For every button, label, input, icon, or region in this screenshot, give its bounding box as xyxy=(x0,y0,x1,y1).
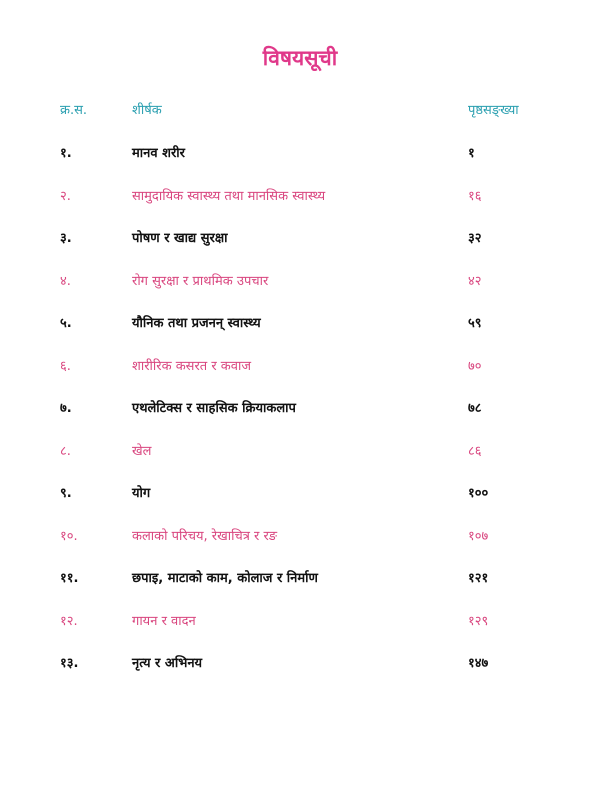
toc-page-number: १०७ xyxy=(468,529,489,544)
toc-row[interactable] xyxy=(0,312,600,336)
toc-serial-number: १. xyxy=(60,146,72,161)
toc-row[interactable] xyxy=(0,525,600,549)
toc-serial-number: ४. xyxy=(60,274,71,289)
toc-chapter-title: गायन र वादन xyxy=(132,614,196,629)
toc-row[interactable] xyxy=(0,652,600,676)
toc-page-number: १२९ xyxy=(468,614,489,629)
toc-chapter-title: नृत्य र अभिनय xyxy=(132,656,203,671)
toc-page-number: १६ xyxy=(468,189,482,204)
toc-serial-number: ९. xyxy=(60,486,72,501)
toc-chapter-title: एथलेटिक्स र साहसिक क्रियाकलाप xyxy=(132,401,296,416)
toc-chapter-title: पोषण र खाद्य सुरक्षा xyxy=(132,231,228,246)
toc-serial-number: १२. xyxy=(60,614,78,629)
toc-chapter-title: सामुदायिक स्वास्थ्य तथा मानसिक स्वास्थ्य xyxy=(132,189,326,204)
toc-page-number: १०० xyxy=(468,486,489,501)
toc-row[interactable] xyxy=(0,610,600,634)
toc-page-number: ८६ xyxy=(468,444,482,459)
toc-serial-number: १०. xyxy=(60,529,78,544)
header-title: शीर्षक xyxy=(132,103,162,118)
toc-row[interactable] xyxy=(0,397,600,421)
toc-chapter-title: शारीरिक कसरत र कवाज xyxy=(132,359,251,374)
toc-chapter-title: मानव शरीर xyxy=(132,146,185,161)
toc-chapter-title: खेल xyxy=(132,444,152,459)
toc-row[interactable] xyxy=(0,440,600,464)
toc-page-number: ७० xyxy=(468,359,482,374)
toc-page-number: ७८ xyxy=(468,401,482,416)
toc-row[interactable] xyxy=(0,142,600,166)
header-serial-number: क्र.स. xyxy=(60,103,88,118)
toc-row[interactable] xyxy=(0,482,600,506)
toc-header-row xyxy=(0,100,600,122)
toc-chapter-title: कलाको परिचय, रेखाचित्र र रङ xyxy=(132,529,278,544)
toc-serial-number: ५. xyxy=(60,316,72,331)
toc-chapter-title: योग xyxy=(132,486,151,501)
toc-page-number: १ xyxy=(468,146,475,161)
toc-page-number: ४२ xyxy=(468,274,482,289)
toc-serial-number: २. xyxy=(60,189,71,204)
toc-serial-number: ३. xyxy=(60,231,72,246)
toc-chapter-title: यौनिक तथा प्रजनन् स्वास्थ्य xyxy=(132,316,261,331)
toc-row[interactable] xyxy=(0,567,600,591)
toc-chapter-title: रोग सुरक्षा र प्राथमिक उपचार xyxy=(132,274,269,289)
toc-row[interactable] xyxy=(0,185,600,209)
toc-page-number: ३२ xyxy=(468,231,482,246)
toc-page-number: १४७ xyxy=(468,656,489,671)
toc-row[interactable] xyxy=(0,227,600,251)
toc-serial-number: ६. xyxy=(60,359,71,374)
page-title: विषयसूची xyxy=(262,46,338,70)
toc-serial-number: १३. xyxy=(60,656,79,671)
toc-serial-number: ११. xyxy=(60,571,79,586)
toc-row[interactable] xyxy=(0,355,600,379)
toc-page-number: १२१ xyxy=(468,571,489,586)
toc-chapter-title: छपाइ, माटाको काम, कोलाज र निर्माण xyxy=(132,571,318,586)
toc-serial-number: ८. xyxy=(60,444,71,459)
toc-page-number: ५९ xyxy=(468,316,482,331)
header-page-number: पृष्ठसङ्ख्या xyxy=(468,103,519,118)
toc-serial-number: ७. xyxy=(60,401,72,416)
toc-row[interactable] xyxy=(0,270,600,294)
